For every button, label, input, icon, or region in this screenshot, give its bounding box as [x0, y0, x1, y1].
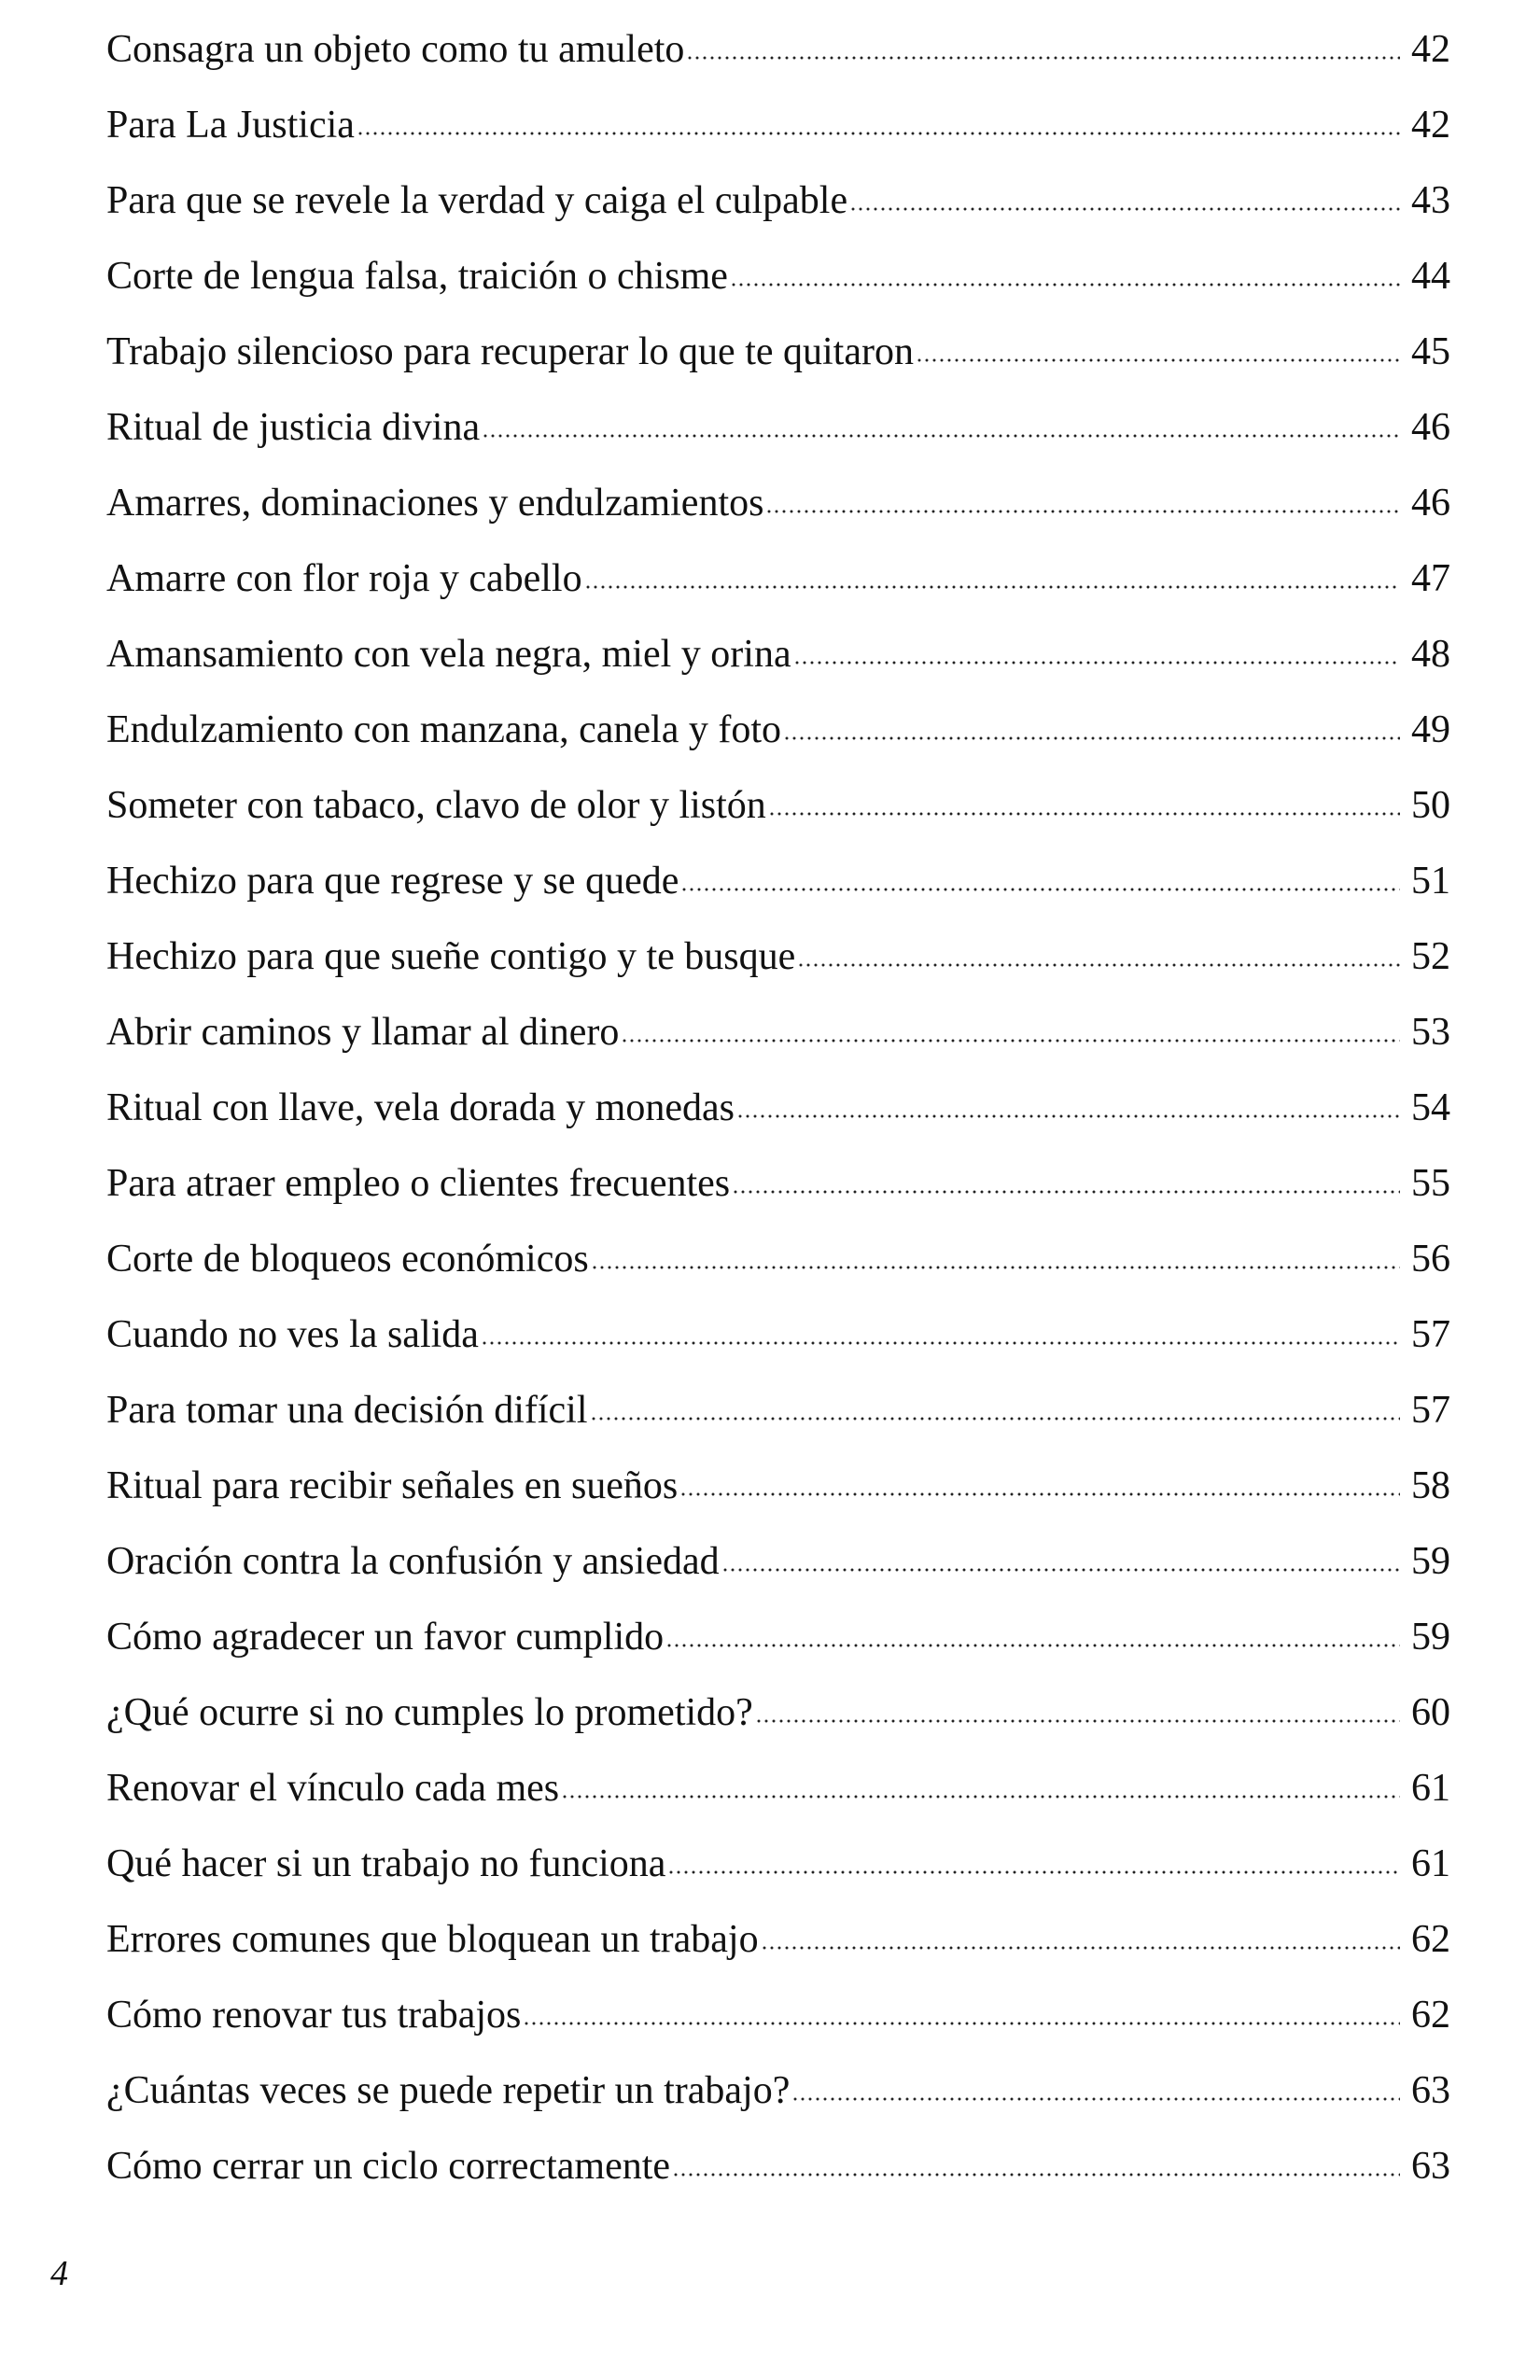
- toc-entry[interactable]: [106, 1689, 1450, 1765]
- toc-entry-page-number: 59: [1411, 1616, 1450, 1659]
- dot-leader: [730, 283, 1400, 287]
- dot-leader: [357, 132, 1400, 135]
- toc-entry-title: Ritual con llave, vela dorada y monedas: [106, 1086, 735, 1129]
- table-of-contents: [106, 26, 1450, 2219]
- toc-entry-page-number: 61: [1411, 1842, 1450, 1885]
- toc-entry[interactable]: [106, 1614, 1450, 1689]
- dot-leader: [761, 1946, 1400, 1950]
- toc-entry[interactable]: [106, 1992, 1450, 2067]
- dot-leader: [783, 736, 1400, 740]
- toc-entry-title: ¿Qué ocurre si no cumples lo prometido?: [106, 1691, 753, 1734]
- toc-entry-page-number: 57: [1411, 1389, 1450, 1432]
- toc-entry-page-number: 43: [1411, 179, 1450, 222]
- toc-entry-page-number: 52: [1411, 935, 1450, 978]
- toc-entry[interactable]: [106, 1463, 1450, 1538]
- toc-entry-page-number: 63: [1411, 2145, 1450, 2188]
- dot-leader: [916, 358, 1400, 362]
- dot-leader: [672, 2173, 1400, 2177]
- dot-leader: [686, 56, 1400, 60]
- dot-leader: [482, 434, 1400, 438]
- toc-entry-title: Cómo cerrar un ciclo correctamente: [106, 2145, 671, 2188]
- toc-entry-page-number: 60: [1411, 1691, 1450, 1734]
- toc-entry-title: Hechizo para que sueñe contigo y te busque: [106, 935, 796, 978]
- toc-entry-page-number: 53: [1411, 1011, 1450, 1054]
- toc-entry[interactable]: [106, 631, 1450, 707]
- toc-entry[interactable]: [106, 26, 1450, 102]
- toc-entry-title: Qué hacer si un trabajo no funciona: [106, 1842, 666, 1885]
- toc-entry[interactable]: [106, 404, 1450, 480]
- toc-entry-page-number: 63: [1411, 2069, 1450, 2112]
- toc-entry-page-number: 44: [1411, 255, 1450, 298]
- toc-entry[interactable]: [106, 2067, 1450, 2143]
- toc-entry-title: Corte de lengua falsa, traición o chisme: [106, 255, 728, 298]
- toc-entry-title: Consagra un objeto como tu amuleto: [106, 28, 685, 71]
- dot-leader: [849, 207, 1400, 211]
- toc-entry[interactable]: [106, 933, 1450, 1009]
- toc-entry-page-number: 42: [1411, 28, 1450, 71]
- toc-entry-title: Para La Justicia: [106, 104, 355, 147]
- dot-leader: [665, 1644, 1400, 1647]
- toc-entry-page-number: 61: [1411, 1767, 1450, 1810]
- dot-leader: [736, 1114, 1400, 1118]
- toc-entry-title: Cuando no ves la salida: [106, 1313, 479, 1356]
- page-number: 4: [50, 2254, 68, 2293]
- toc-entry-title: Trabajo silencioso para recuperar lo que te quitaron: [106, 330, 914, 373]
- toc-entry[interactable]: [106, 1085, 1450, 1160]
- toc-entry-page-number: 58: [1411, 1464, 1450, 1507]
- toc-entry[interactable]: [106, 1311, 1450, 1387]
- dot-leader: [793, 661, 1400, 665]
- toc-entry-page-number: 45: [1411, 330, 1450, 373]
- toc-entry-title: Errores comunes que bloquean un trabajo: [106, 1918, 759, 1961]
- toc-entry[interactable]: [106, 177, 1450, 253]
- toc-entry-title: Para tomar una decisión difícil: [106, 1389, 588, 1432]
- toc-entry[interactable]: [106, 782, 1450, 858]
- dot-leader: [590, 1417, 1400, 1421]
- toc-entry-title: Someter con tabaco, clavo de olor y listón: [106, 784, 766, 827]
- dot-leader: [797, 963, 1400, 967]
- toc-entry-title: Cómo renovar tus trabajos: [106, 1994, 522, 2037]
- toc-entry-page-number: 56: [1411, 1238, 1450, 1281]
- toc-entry[interactable]: [106, 858, 1450, 933]
- toc-entry-page-number: 46: [1411, 406, 1450, 449]
- toc-entry-title: Amarres, dominaciones y endulzamientos: [106, 482, 764, 525]
- dot-leader: [561, 1795, 1400, 1799]
- toc-entry-title: Cómo agradecer un favor cumplido: [106, 1616, 665, 1659]
- toc-entry-title: Ritual para recibir señales en sueños: [106, 1464, 679, 1507]
- toc-entry-title: ¿Cuántas veces se puede repetir un trabajo?: [106, 2069, 791, 2112]
- toc-entry[interactable]: [106, 1236, 1450, 1311]
- dot-leader: [791, 2097, 1400, 2101]
- toc-entry-page-number: 46: [1411, 482, 1450, 525]
- toc-entry[interactable]: [106, 1916, 1450, 1992]
- dot-leader: [680, 888, 1400, 891]
- toc-entry-page-number: 62: [1411, 1994, 1450, 2037]
- toc-entry[interactable]: [106, 102, 1450, 177]
- toc-entry-page-number: 62: [1411, 1918, 1450, 1961]
- toc-entry-page-number: 50: [1411, 784, 1450, 827]
- toc-entry-title: Hechizo para que regrese y se quede: [106, 860, 679, 903]
- toc-entry[interactable]: [106, 1160, 1450, 1236]
- toc-entry[interactable]: [106, 555, 1450, 631]
- toc-entry-page-number: 55: [1411, 1162, 1450, 1205]
- dot-leader: [481, 1341, 1400, 1345]
- toc-entry-page-number: 59: [1411, 1540, 1450, 1583]
- toc-entry[interactable]: [106, 1387, 1450, 1463]
- dot-leader: [732, 1190, 1400, 1194]
- toc-entry-title: Endulzamiento con manzana, canela y foto: [106, 708, 782, 751]
- toc-entry-title: Amarre con flor roja y cabello: [106, 557, 582, 600]
- toc-entry[interactable]: [106, 480, 1450, 555]
- toc-entry-title: Amansamiento con vela negra, miel y orina: [106, 633, 791, 676]
- toc-entry-page-number: 47: [1411, 557, 1450, 600]
- toc-entry[interactable]: [106, 1538, 1450, 1614]
- toc-entry-title: Corte de bloqueos económicos: [106, 1238, 589, 1281]
- toc-entry-title: Renovar el vínculo cada mes: [106, 1767, 560, 1810]
- dot-leader: [667, 1870, 1400, 1874]
- toc-entry-page-number: 51: [1411, 860, 1450, 903]
- dot-leader: [621, 1039, 1400, 1043]
- dot-leader: [721, 1568, 1400, 1572]
- toc-entry-page-number: 42: [1411, 104, 1450, 147]
- toc-entry-title: Para que se revele la verdad y caiga el culpable: [106, 179, 848, 222]
- dot-leader: [584, 585, 1400, 589]
- toc-entry[interactable]: [106, 253, 1450, 329]
- dot-leader: [755, 1719, 1400, 1723]
- toc-entry-title: Oración contra la confusión y ansiedad: [106, 1540, 720, 1583]
- toc-entry-title: Ritual de justicia divina: [106, 406, 481, 449]
- toc-entry-page-number: 49: [1411, 708, 1450, 751]
- dot-leader: [765, 510, 1400, 513]
- toc-entry-title: Para atraer empleo o clientes frecuentes: [106, 1162, 731, 1205]
- dot-leader: [768, 812, 1400, 816]
- dot-leader: [591, 1266, 1400, 1269]
- dot-leader: [523, 2022, 1400, 2025]
- dot-leader: [679, 1492, 1400, 1496]
- toc-entry[interactable]: [106, 2143, 1450, 2219]
- toc-entry[interactable]: [106, 707, 1450, 782]
- toc-entry[interactable]: [106, 1765, 1450, 1841]
- toc-entry[interactable]: [106, 1009, 1450, 1085]
- toc-entry-page-number: 54: [1411, 1086, 1450, 1129]
- toc-entry-page-number: 57: [1411, 1313, 1450, 1356]
- toc-entry-title: Abrir caminos y llamar al dinero: [106, 1011, 620, 1054]
- toc-entry[interactable]: [106, 329, 1450, 404]
- toc-entry[interactable]: [106, 1841, 1450, 1916]
- toc-entry-page-number: 48: [1411, 633, 1450, 676]
